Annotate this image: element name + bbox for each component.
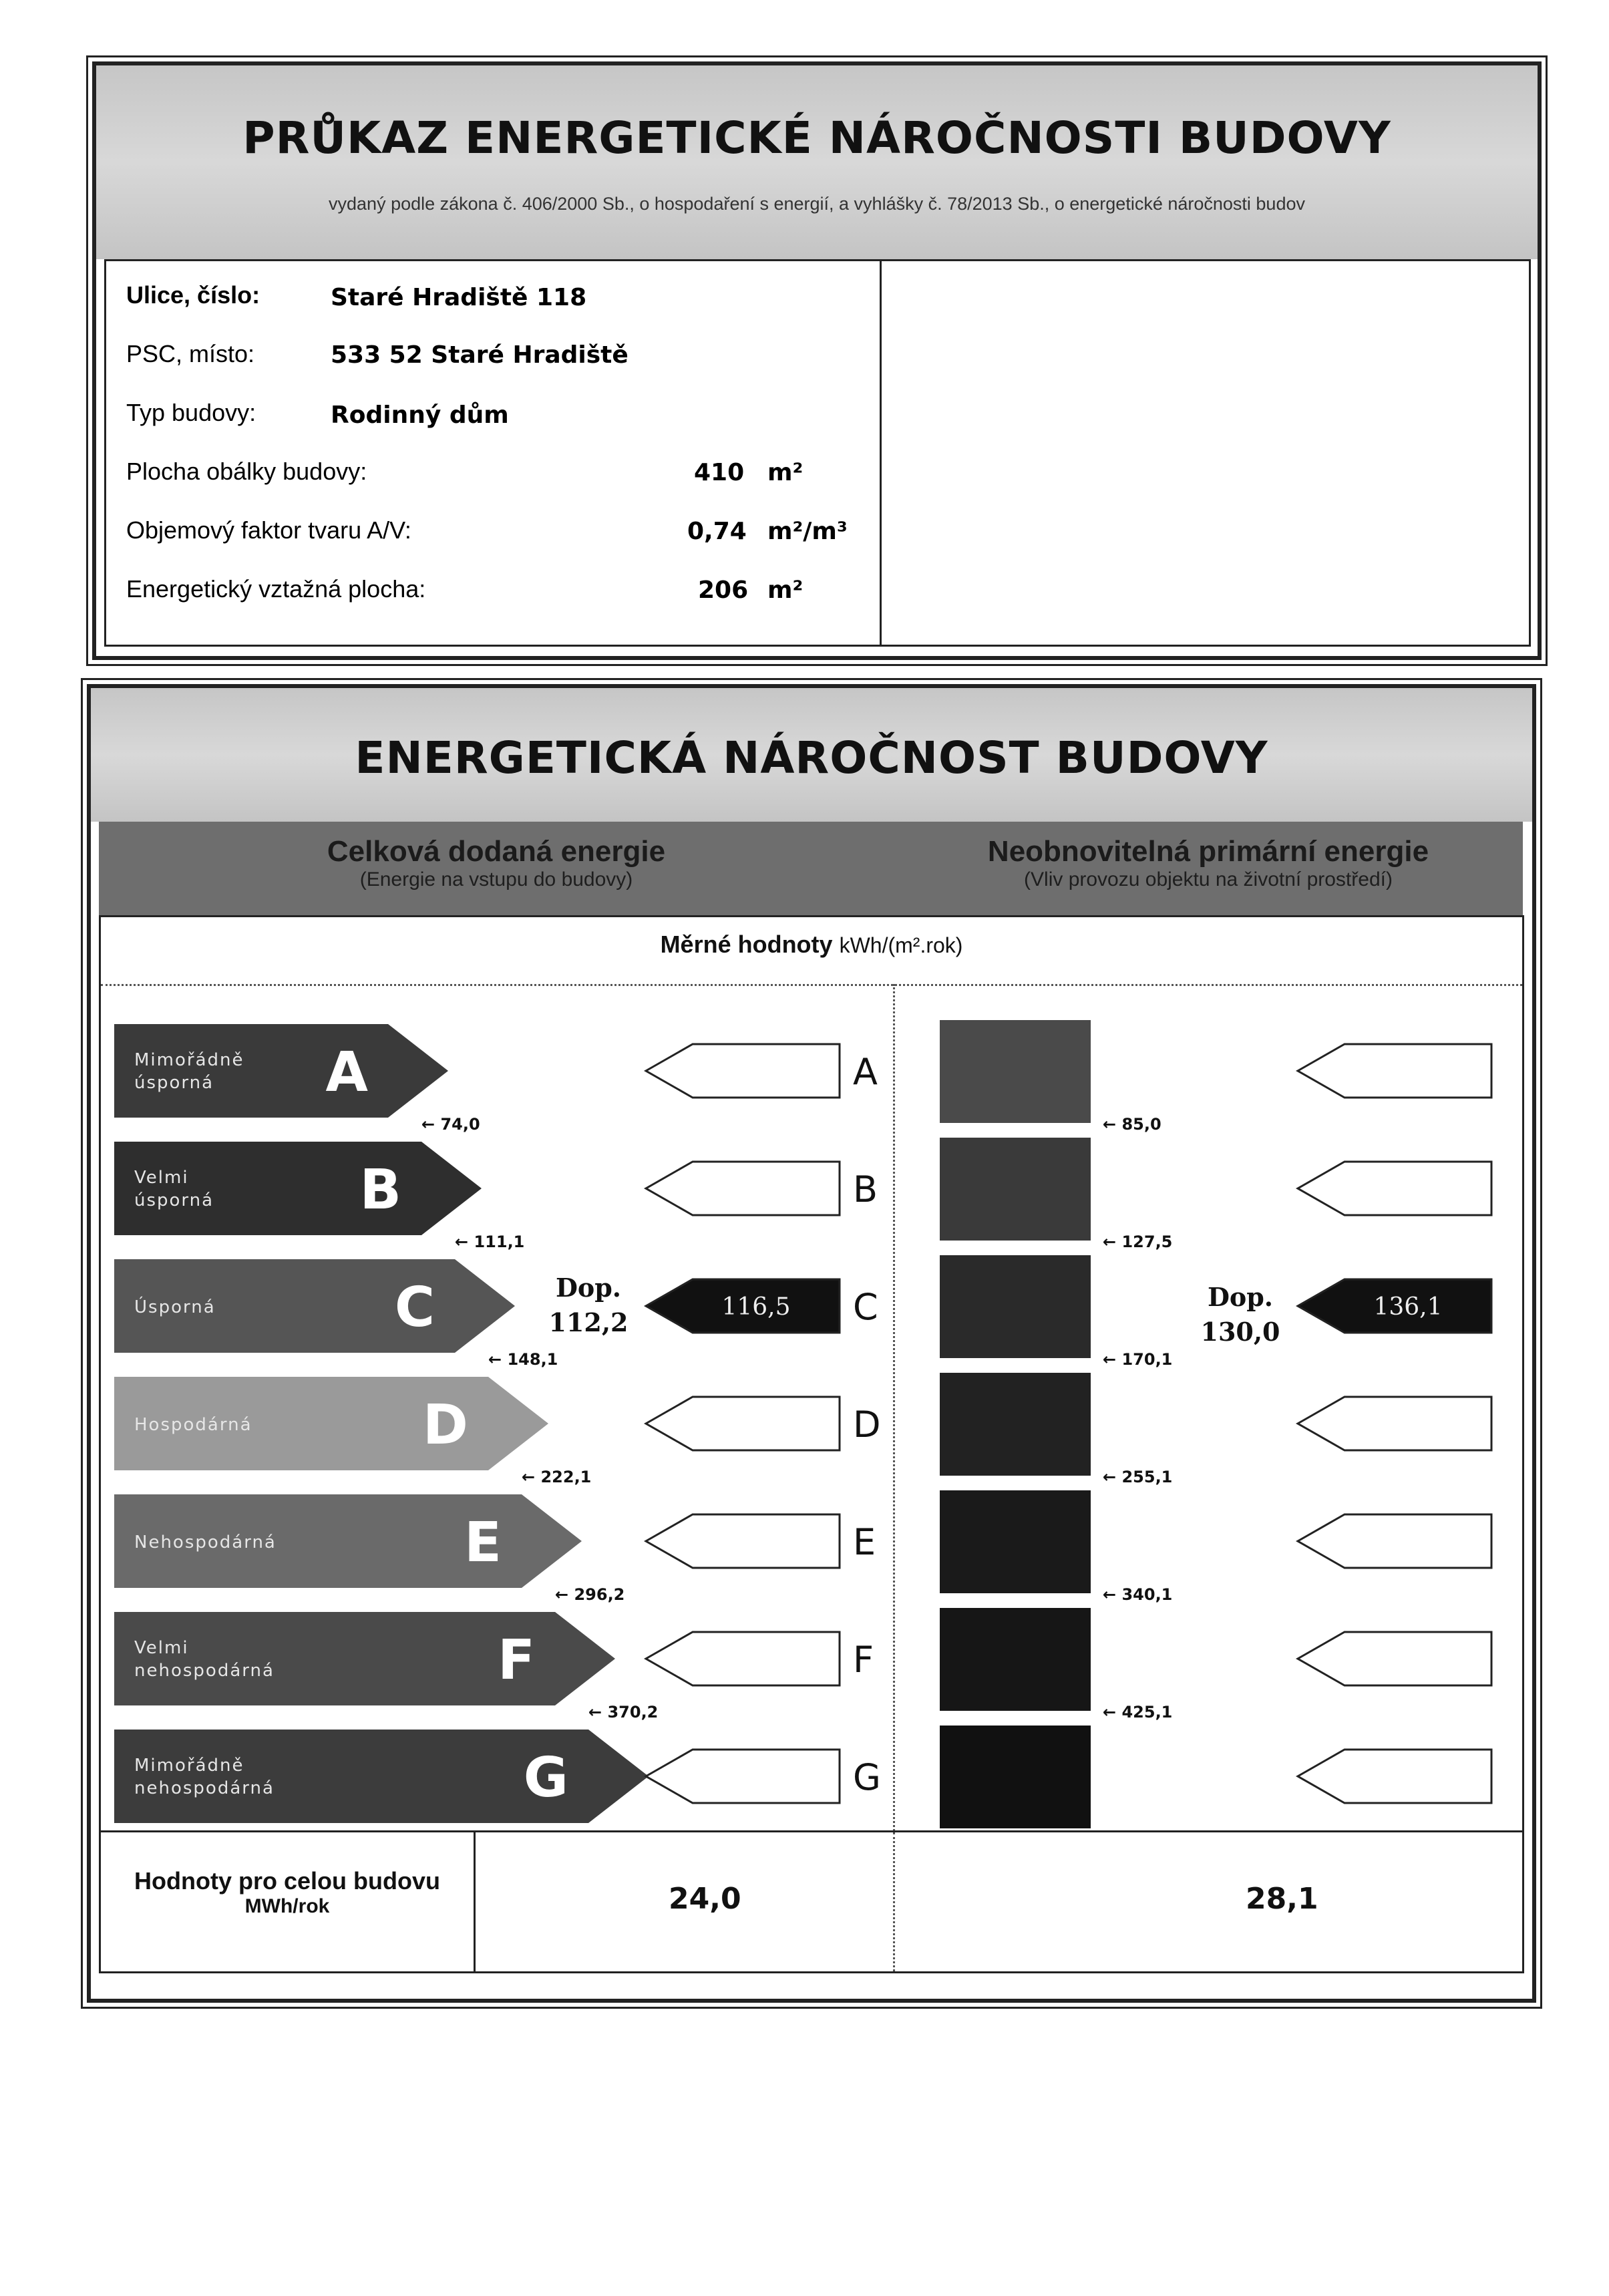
reference-area-label: Energetický vztažná plocha:	[126, 575, 426, 603]
photo-placeholder-box	[880, 259, 1531, 647]
delivered-class-box-d	[646, 1397, 840, 1450]
class-arrow-a	[114, 1024, 448, 1118]
totals-unit: MWh/rok	[244, 1895, 330, 1917]
building-details-box	[104, 259, 882, 647]
primary-class-bar-g	[940, 1726, 1091, 1828]
primary-class-bar-f	[940, 1608, 1091, 1711]
unit-value: kWh/(m².rok)	[839, 933, 963, 957]
primary-class-box-a	[1298, 1044, 1491, 1098]
performance-header	[91, 688, 1532, 822]
class-label-d: Hospodárná	[134, 1415, 252, 1435]
delivered-class-box-a	[646, 1044, 840, 1098]
delivered-indicator-value: 116,5	[721, 1293, 791, 1321]
primary-class-bar-c	[940, 1255, 1091, 1358]
class-label-g-line1: Mimořádně	[134, 1756, 244, 1776]
delivered-reference-label: Dop.	[555, 1273, 622, 1303]
psc-label: PSC, místo:	[126, 340, 255, 367]
class-arrow-b	[114, 1142, 482, 1235]
primary-class-bar-a	[940, 1020, 1091, 1123]
class-letter-g: G	[523, 1746, 568, 1810]
certificate-subtitle: vydaný podle zákona č. 406/2000 Sb., o hospodaření s energií, a vyhlášky č. 78/2013 Sb., o energetické náročnosti budov	[329, 194, 1305, 214]
type-label: Typ budovy:	[126, 399, 256, 426]
primary-class-box-f	[1298, 1632, 1491, 1685]
energy-performance-panel	[87, 684, 1536, 2003]
class-letter-c: C	[394, 1276, 435, 1339]
primary-class-box-b	[1298, 1162, 1491, 1215]
totals-delivered-value: 24,0	[669, 1882, 741, 1916]
delivered-class-box-f	[646, 1632, 840, 1685]
type-value: Rodinný dům	[331, 401, 509, 429]
primary-class-bar-b	[940, 1138, 1091, 1241]
delivered-threshold-4: ← 222,1	[522, 1468, 592, 1486]
primary-threshold-1: ← 85,0	[1103, 1115, 1161, 1134]
primary-threshold-3: ← 170,1	[1103, 1350, 1173, 1369]
primary-threshold-4: ← 255,1	[1103, 1468, 1173, 1486]
street-value: Staré Hradiště 118	[331, 284, 587, 311]
primary-threshold-5: ← 340,1	[1103, 1585, 1173, 1604]
class-label-f-line1: Velmi	[134, 1638, 189, 1658]
delivered-reference-value: 112,2	[548, 1307, 629, 1337]
primary-energy-title: Neobnovitelná primární energie	[987, 835, 1429, 868]
rating-area	[99, 915, 1524, 1837]
class-label-f-line2: nehospodárná	[134, 1661, 275, 1681]
primary-class-box-d	[1298, 1397, 1491, 1450]
shape-factor-value: 0,74	[687, 518, 747, 545]
class-label-b-line2: úsporná	[134, 1190, 214, 1210]
primary-class-bar-e	[940, 1490, 1091, 1593]
class-label-e: Nehospodárná	[134, 1532, 277, 1552]
street-label: Ulice, číslo:	[126, 281, 260, 309]
unit-label: Měrné hodnoty	[660, 931, 833, 958]
performance-title: ENERGETICKÁ NÁROČNOST BUDOVY	[355, 732, 1268, 784]
delivered-threshold-1: ← 74,0	[421, 1115, 480, 1134]
delivered-class-box-e	[646, 1514, 840, 1568]
certificate-header	[96, 65, 1538, 259]
delivered-threshold-3: ← 148,1	[488, 1350, 558, 1369]
delivered-energy-title: Celková dodaná energie	[327, 835, 666, 868]
building-info-panel	[92, 61, 1542, 660]
primary-class-box-e	[1298, 1514, 1491, 1568]
delivered-class-letter-a: A	[853, 1051, 878, 1093]
delivered-class-box-b	[646, 1162, 840, 1215]
class-label-a-line2: úsporná	[134, 1073, 214, 1093]
shape-factor-label: Objemový faktor tvaru A/V:	[126, 516, 411, 544]
delivered-class-letter-b: B	[853, 1168, 878, 1210]
reference-area-value: 206	[698, 577, 749, 604]
certificate-title: PRŮKAZ ENERGETICKÉ NÁROČNOSTI BUDOVY	[242, 112, 1391, 164]
totals-label: Hodnoty pro celou budovu	[134, 1867, 440, 1895]
delivered-threshold-6: ← 370,2	[588, 1703, 659, 1721]
delivered-class-letter-e: E	[853, 1521, 876, 1563]
primary-class-box-g	[1298, 1750, 1491, 1803]
totals-label-cell	[101, 1832, 476, 1971]
delivered-class-letter-g: G	[853, 1756, 881, 1798]
primary-indicator-value: 136,1	[1373, 1293, 1443, 1321]
envelope-area-unit: m²	[767, 459, 803, 486]
psc-value: 533 52 Staré Hradiště	[331, 341, 629, 369]
delivered-energy-subtitle: (Energie na vstupu do budovy)	[359, 868, 633, 890]
totals-primary-value: 28,1	[1246, 1882, 1318, 1916]
class-label-b-line1: Velmi	[134, 1168, 189, 1188]
primary-energy-subtitle: (Vliv provozu objektu na životní prostředí)	[1024, 868, 1393, 890]
class-letter-e: E	[464, 1511, 502, 1575]
class-label-a-line1: Mimořádně	[134, 1050, 244, 1070]
reference-area-unit: m²	[767, 577, 803, 604]
delivered-class-letter-c: C	[853, 1286, 878, 1328]
totals-row	[99, 1830, 1524, 1973]
class-letter-a: A	[325, 1041, 368, 1104]
rating-scale	[101, 917, 1522, 1835]
envelope-area-label: Plocha obálky budovy:	[126, 458, 367, 485]
primary-energy-header	[894, 822, 1523, 915]
class-letter-b: B	[359, 1158, 401, 1222]
primary-threshold-2: ← 127,5	[1103, 1233, 1173, 1251]
delivered-class-letter-d: D	[853, 1404, 881, 1446]
primary-reference-label: Dop.	[1207, 1282, 1274, 1312]
primary-class-bar-d	[940, 1373, 1091, 1476]
envelope-area-value: 410	[694, 459, 745, 486]
class-arrow-f	[114, 1612, 615, 1705]
class-arrow-g	[114, 1730, 649, 1823]
class-letter-d: D	[422, 1393, 468, 1457]
primary-threshold-6: ← 425,1	[1103, 1703, 1173, 1721]
shape-factor-unit: m²/m³	[767, 518, 848, 545]
delivered-class-box-g	[646, 1750, 840, 1803]
delivered-threshold-2: ← 111,1	[455, 1233, 525, 1251]
delivered-class-letter-f: F	[853, 1639, 874, 1681]
delivered-threshold-5: ← 296,2	[555, 1585, 625, 1604]
delivered-energy-header	[99, 822, 894, 915]
class-label-c: Úsporná	[134, 1297, 216, 1317]
primary-reference-value: 130,0	[1200, 1317, 1280, 1347]
class-letter-f: F	[497, 1629, 535, 1692]
class-label-g-line2: nehospodárná	[134, 1778, 275, 1798]
totals-divider	[893, 1832, 895, 1971]
